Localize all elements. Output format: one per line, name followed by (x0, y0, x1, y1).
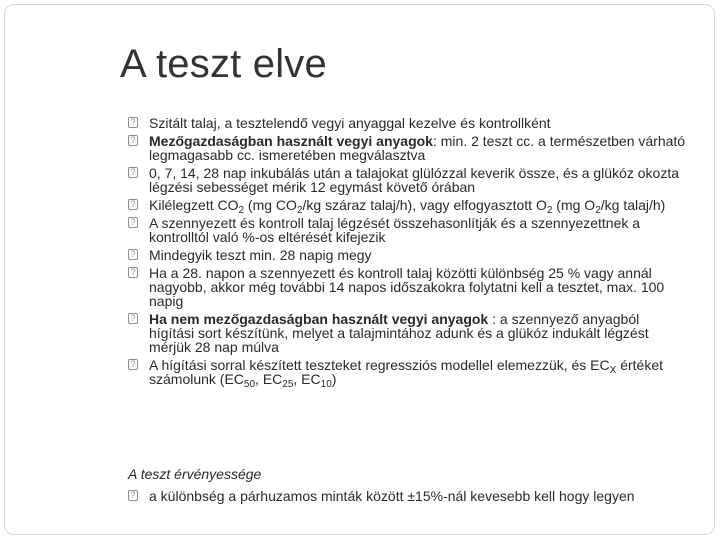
bullet-icon: ? (128, 267, 138, 278)
text-part: /kg száraz talaj/h), vagy elfogyasztott O (302, 197, 547, 213)
bullet-text: 0, 7, 14, 28 nap inkubálás után a talajokat glülózzal keverik össze, és a glükóz okozta légzési sebességet mérik 12 egymást követő órában (149, 165, 679, 195)
bullet-icon: ? (128, 249, 138, 260)
list-item (128, 489, 688, 503)
list-item (128, 134, 688, 162)
subscript: X (609, 365, 617, 376)
subscript: 25 (282, 379, 294, 390)
bullet-icon: ? (128, 167, 138, 178)
bullet-bold-text: Mezőgazdaságban használt vegyi anyagok (149, 133, 433, 149)
text-part: A hígítási sorral készített teszteket regressziós modellel elemezzük, és EC (149, 357, 610, 373)
text-part: , EC (293, 371, 321, 387)
bullet-text (149, 357, 688, 390)
bullet-text: Szitált talaj, a tesztelendő vegyi anyaggal kezelve és kontrollként (149, 115, 551, 131)
bullet-icon: ? (128, 217, 138, 228)
subscript: 2 (238, 205, 245, 216)
bullet-text (149, 197, 688, 216)
bullet-text: Ha a 28. napon a szennyezett és kontroll talaj közötti különbség 25 % vagy annál nagyobb, akkor még további 14 napos időszakokra folytatni kell a tesztet, max. 100 napig (149, 265, 665, 309)
list-item (128, 248, 688, 262)
subscript: 2 (546, 205, 553, 216)
list-item (128, 312, 688, 354)
bullet-icon: ? (128, 490, 138, 501)
bullet-text: A szennyezett és kontroll talaj légzését összehasonlítják és a szennyezettnek a kontrolltól való %-os eltérését kifejezik (149, 215, 641, 245)
bullet-icon: ? (128, 313, 138, 324)
bullet-text: a különbség a párhuzamos minták között ±15%-nál kevesebb kell hogy legyen (149, 488, 635, 504)
subscript: 10 (320, 379, 332, 390)
text-part: (mg O (552, 197, 596, 213)
bullet-icon: ? (128, 359, 138, 370)
bullet-text: Mindegyik teszt min. 28 napig megy (149, 247, 372, 263)
bullet-list (128, 116, 688, 390)
list-item (128, 266, 688, 308)
bullet-icon: ? (128, 135, 138, 146)
text-part: (mg CO (244, 197, 297, 213)
bullet-text (149, 134, 688, 162)
list-item (128, 357, 688, 390)
list-item (128, 216, 688, 244)
subscript: 2 (595, 205, 601, 216)
bullet-icon: ? (128, 199, 138, 210)
list-item (128, 197, 688, 216)
bullet-bold-text: Ha nem mezőgazdaságban használt vegyi anyagok (149, 311, 489, 327)
bullet-icon: ? (128, 117, 138, 128)
list-item (128, 116, 688, 130)
bullet-list-validity (128, 489, 688, 507)
slide-title: A teszt elve (120, 42, 327, 86)
section-heading: A teszt érvényessége (128, 466, 262, 482)
text-part: értéket számolunk (EC (149, 357, 664, 387)
bullet-rest-text: : a szennyező anyagból hígítási sort készítünk, melyet a talajmintához adunk és a glükóz indukált légzést mérjük 28 nap múlva (149, 311, 649, 355)
bullet-text (149, 312, 688, 354)
text-part: ) (331, 371, 337, 387)
text-part: , EC (255, 371, 283, 387)
text-part: /kg talaj/h) (600, 197, 666, 213)
subscript: 50 (243, 379, 256, 390)
bullet-rest-text: : min. 2 teszt cc. a természetben várható legmagasabb cc. ismeretében megválasztva (149, 133, 686, 163)
subscript: 2 (296, 205, 303, 216)
text-part: Kilélegzett CO (149, 197, 239, 213)
list-item (128, 166, 688, 194)
